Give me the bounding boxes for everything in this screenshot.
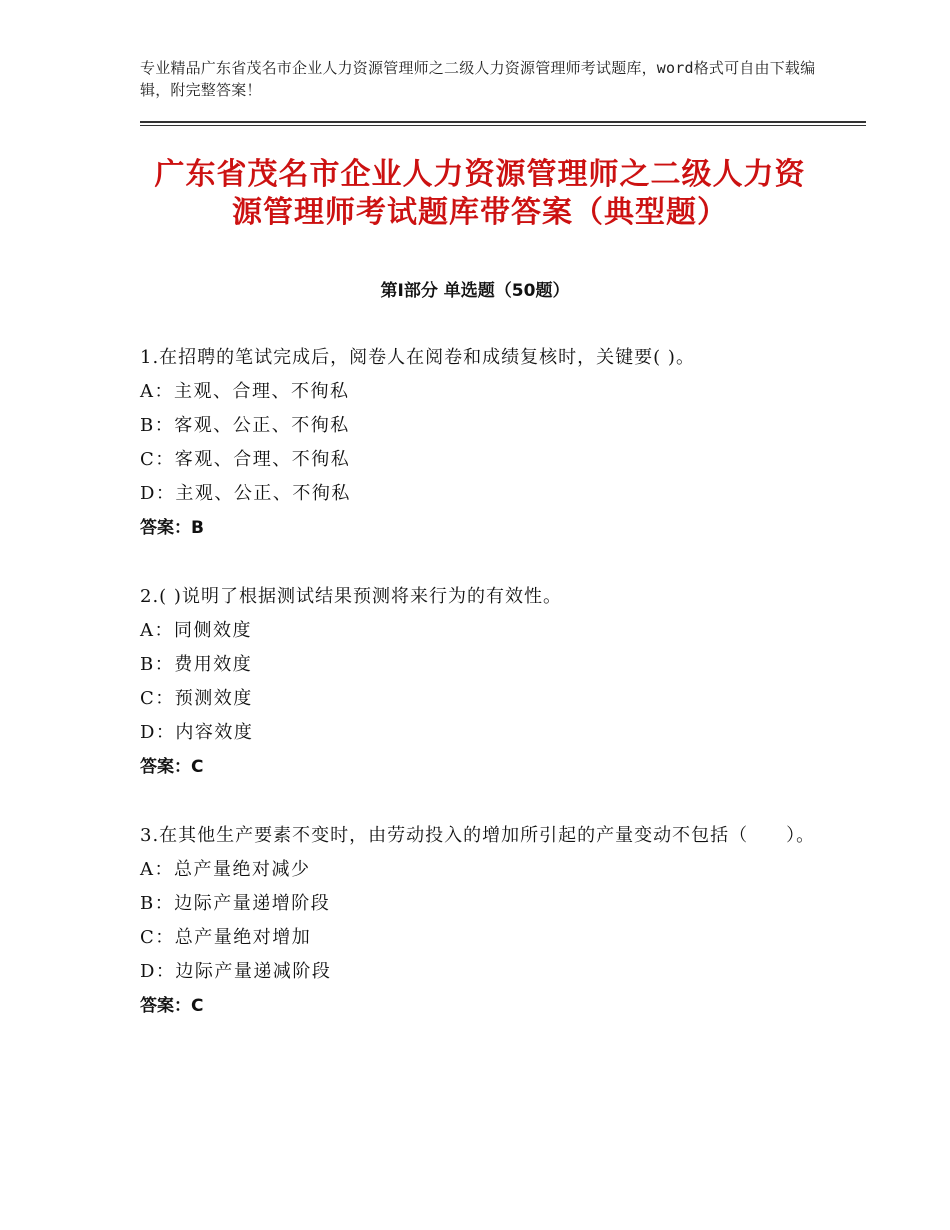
question-stem: 2.( )说明了根据测试结果预测将来行为的有效性。 <box>140 586 562 607</box>
question-2 <box>140 580 820 784</box>
header-rule-thick <box>140 121 866 123</box>
option-b: B：客观、公正、不徇私 <box>140 415 350 436</box>
document-title: 广东省茂名市企业人力资源管理师之二级人力资源管理师考试题库带答案（典型题） <box>154 157 806 230</box>
option-c: C：预测效度 <box>140 688 253 709</box>
option-b: B：费用效度 <box>140 654 253 675</box>
option-a: A：总产量绝对减少 <box>140 859 311 880</box>
question-3 <box>140 819 820 1023</box>
question-stem: 3.在其他生产要素不变时，由劳动投入的增加所引起的产量变动不包括（ ）。 <box>140 825 816 846</box>
answer: 答案：B <box>140 518 204 538</box>
answer: 答案：C <box>140 757 204 777</box>
option-d: D：主观、公正、不徇私 <box>140 483 351 504</box>
header-note: 专业精品广东省茂名市企业人力资源管理师之二级人力资源管理师考试题库，word格式可自由下载编辑，附完整答案！ <box>140 59 816 99</box>
option-c: C：总产量绝对增加 <box>140 927 312 948</box>
option-d: D：内容效度 <box>140 722 254 743</box>
header-rule-thin <box>140 125 866 126</box>
option-a: A：主观、合理、不徇私 <box>140 381 350 402</box>
option-c: C：客观、合理、不徇私 <box>140 449 351 470</box>
option-b: B：边际产量递增阶段 <box>140 893 331 914</box>
question-stem: 1.在招聘的笔试完成后，阅卷人在阅卷和成绩复核时，关键要( )。 <box>140 347 695 368</box>
question-1 <box>140 341 820 545</box>
option-d: D：边际产量递减阶段 <box>140 961 332 982</box>
answer: 答案：C <box>140 996 204 1016</box>
section-heading: 第Ⅰ部分 单选题（50题） <box>380 281 570 301</box>
option-a: A：同侧效度 <box>140 620 252 641</box>
